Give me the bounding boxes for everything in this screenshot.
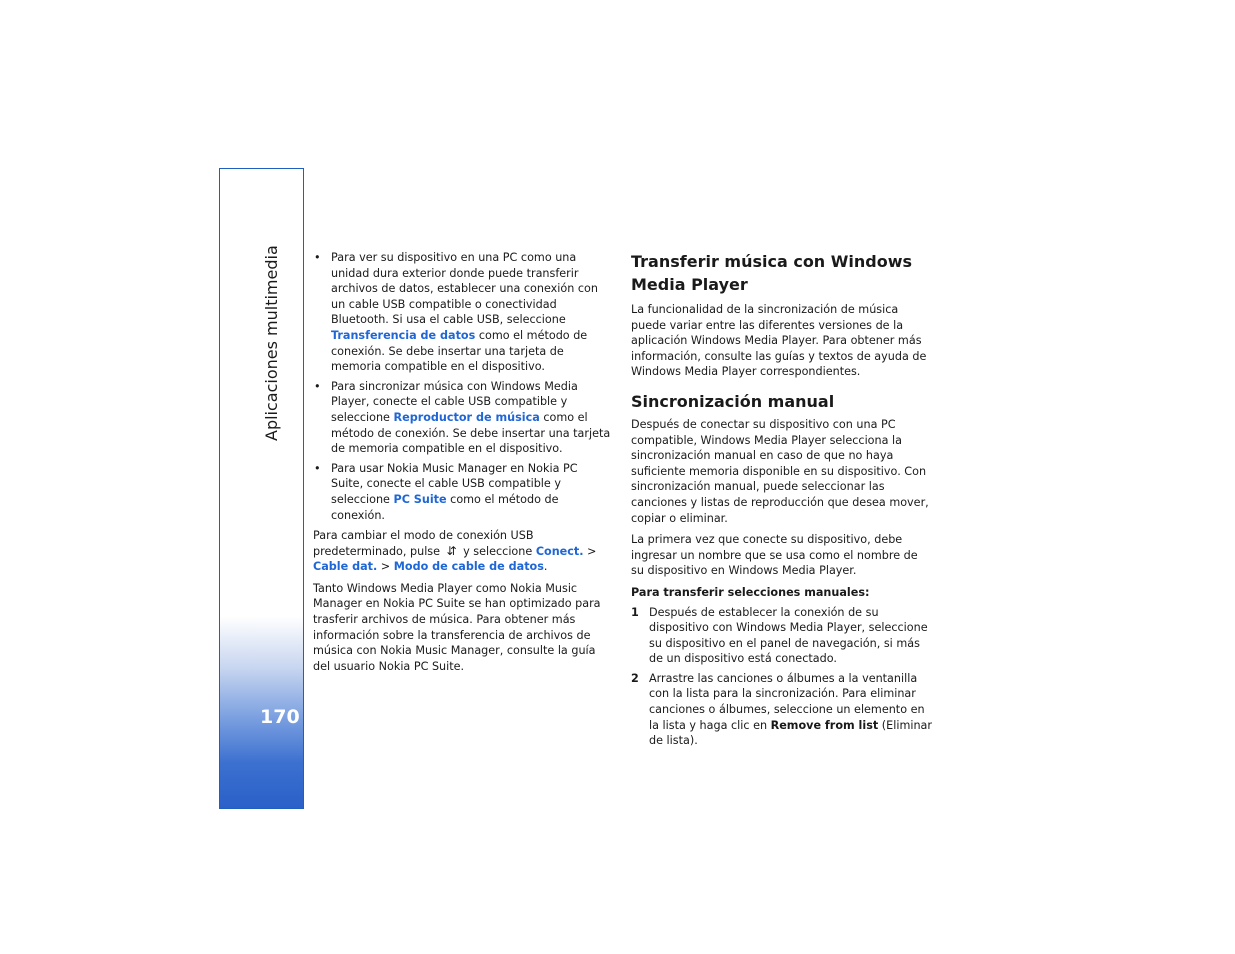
right-column — [631, 250, 933, 753]
link-cable-dat[interactable]: Cable dat. — [313, 560, 378, 574]
link-pc-suite[interactable]: PC Suite — [393, 492, 447, 506]
link-transferencia-de-datos[interactable]: Transferencia de datos — [331, 328, 476, 342]
remove-from-list-label: Remove from list — [770, 718, 879, 732]
connection-mode-list — [313, 250, 613, 523]
link-conect[interactable]: Conect. — [535, 544, 584, 558]
device-name-paragraph: La primera vez que conecte su dispositivo, debe ingresar un nombre que se usa como el nombre de su dispositivo en Windows Media Player. — [631, 533, 918, 578]
heading-transferir-musica: Transferir música con Windows Media Player — [631, 252, 913, 294]
list-item: • Para usar Nokia Music Manager en Nokia PC Suite, conecte el cable USB compatible y seleccione PC Suite como el método de conexión. — [313, 461, 613, 523]
usb-default-paragraph: Para cambiar el modo de conexión USB predeterminado, pulse ⇵ y seleccione Conect. > Cable dat. > Modo de cable de datos. — [313, 529, 597, 574]
link-reproductor-de-musica[interactable]: Reproductor de música — [393, 410, 540, 424]
list-item: 2 Arrastre las canciones o álbumes a la ventanilla con la lista para la sincronización. Para eliminar canciones o álbumes, seleccione un elemento en la lista y haga clic en Remove from list (Eliminar de lista). — [631, 671, 932, 748]
link-modo-de-cable-de-datos[interactable]: Modo de cable de datos — [393, 560, 544, 574]
list-item: • Para ver su dispositivo en una PC como una unidad dura exterior donde puede transferir archivos de datos, establecer una conexión con un cable USB compatible o conectividad Bluetooth. Si usa el cable USB, seleccione Transferencia de datos como el método de conexión. Se debe insertar una tarjeta de memoria compatible en el dispositivo. — [313, 250, 613, 375]
step-number: 1 — [631, 605, 639, 619]
list-item: • Para sincronizar música con Windows Media Player, conecte el cable USB compatible y seleccione Reproductor de música como el método de conexión. Se debe insertar una tarjeta de memoria compatible en el dispositivo. — [313, 379, 613, 457]
music-manager-paragraph: Tanto Windows Media Player como Nokia Music Manager en Nokia PC Suite se han optimizado para trasferir archivos de música. Para obtener más información sobre la transferencia de archivos de música con Nokia Music Manager, consulte la guía del usuario Nokia PC Suite. — [313, 581, 601, 673]
manual-sync-paragraph: Después de conectar su dispositivo con una PC compatible, Windows Media Player selecciona la sincronización manual en caso de que no haya suficiente memoria disponible en su dispositivo. Con sincronización manual, puede seleccionar las canciones y listas de reproducción que desea mover, copiar o eliminar. — [631, 417, 929, 525]
list-item: 1 Después de establecer la conexión de su dispositivo con Windows Media Player, seleccione su dispositivo en el panel de navegación, si más de un dispositivo está conectado. — [631, 605, 928, 666]
left-column — [313, 250, 613, 680]
step-number: 2 — [631, 671, 639, 685]
heading-sincronizacion-manual: Sincronización manual — [631, 391, 835, 411]
steps-label: Para transferir selecciones manuales: — [631, 585, 870, 599]
steps-list — [631, 605, 933, 749]
sync-intro-paragraph: La funcionalidad de la sincronización de música puede variar entre las diferentes versiones de la aplicación Windows Media Player. Para obtener más información, consulte las guías y textos de ayuda de Windows Media Player correspondientes. — [631, 303, 927, 379]
section-title: Aplicaciones multimedia — [262, 245, 281, 441]
page-number: 170 — [260, 706, 300, 728]
menu-key-icon: ⇵ — [446, 543, 457, 558]
